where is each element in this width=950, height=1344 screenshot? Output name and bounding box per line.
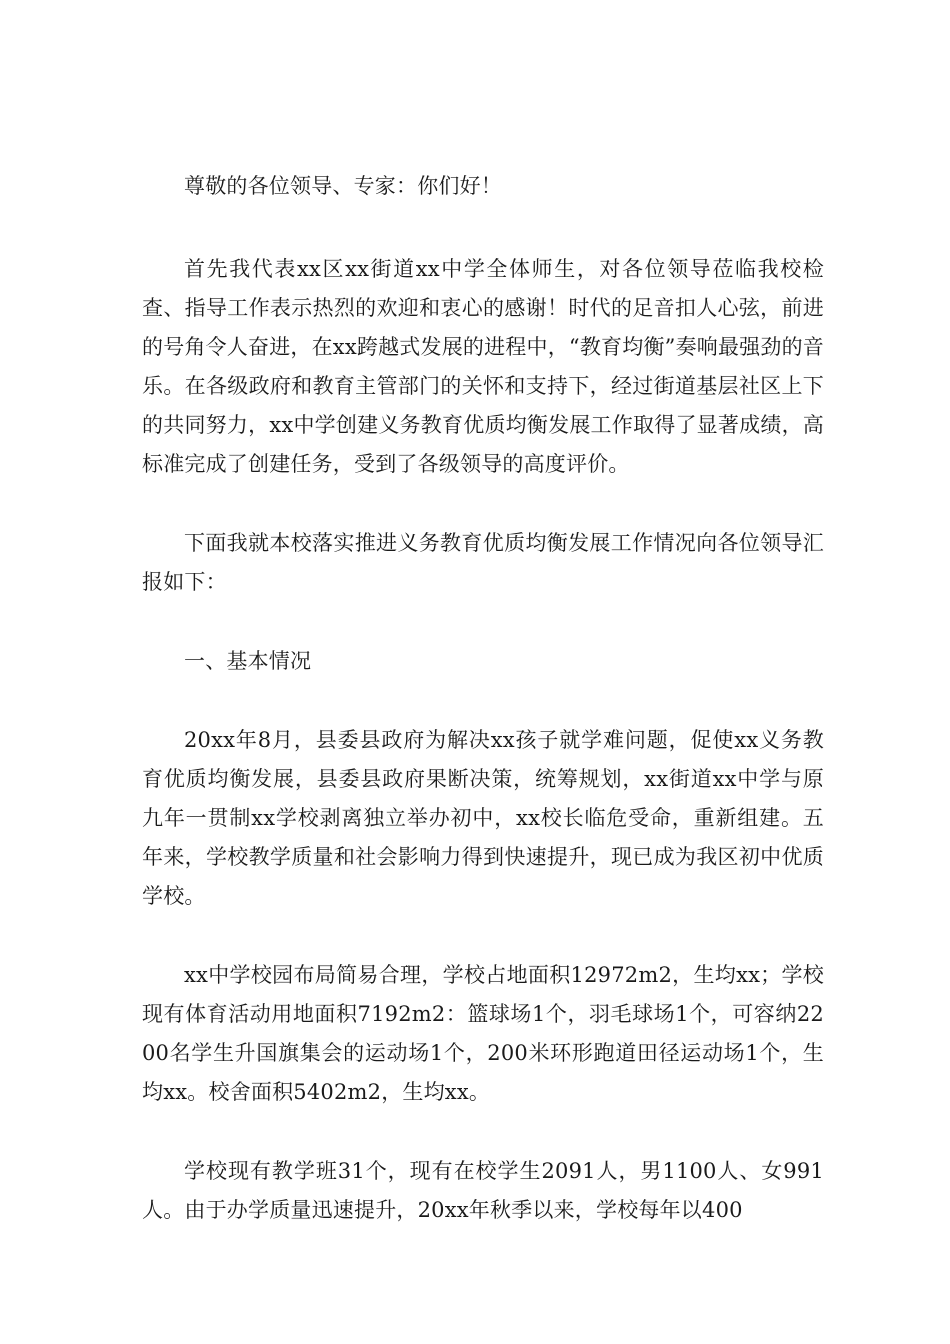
- report-lead-paragraph: 下面我就本校落实推进义务教育优质均衡发展工作情况向各位领导汇报如下：: [142, 531, 824, 594]
- intro-paragraph: 首先我代表xx区xx街道xx中学全体师生，对各位领导莅临我校检查、指导工作表示热烈的欢迎和衷心的感谢！时代的足音扣人心弦，前进的号角令人奋进，在xx跨越式发展的进程中，“教育均衡”奏响最强劲的音乐。在各级政府和教育主管部门的关怀和支持下，经过街道基层社区上下的共同努力，xx中学创建义务教育优质均衡发展工作取得了显著成绩，高标准完成了创建任务，受到了各级领导的高度评价。: [142, 257, 824, 476]
- document-body: [142, 167, 824, 1270]
- section-heading-basic: 一、基本情况: [184, 649, 312, 673]
- history-paragraph: 20xx年8月，县委县政府为解决xx孩子就学难问题，促使xx义务教育优质均衡发展，县委县政府果断决策，统筹规划，xx街道xx中学与原九年一贯制xx学校剥离独立举办初中，xx校长临危受命，重新组建。五年来，学校教学质量和社会影响力得到快速提升，现已成为我区初中优质学校。: [142, 728, 824, 908]
- greeting-paragraph: 尊敬的各位领导、专家：你们好！: [184, 174, 502, 198]
- students-paragraph: 学校现有教学班31个，现有在校学生2091人，男1100人、女991人。由于办学质量迅速提升，20xx年秋季以来，学校每年以400: [142, 1159, 824, 1222]
- campus-paragraph: xx中学校园布局简易合理，学校占地面积12972m2，生均xx；学校现有体育活动用地面积7192m2：篮球场1个，羽毛球场1个，可容纳2200名学生升国旗集会的运动场1个，200米环形跑道田径运动场1个，生均xx。校舍面积5402m2，生均xx。: [142, 963, 824, 1104]
